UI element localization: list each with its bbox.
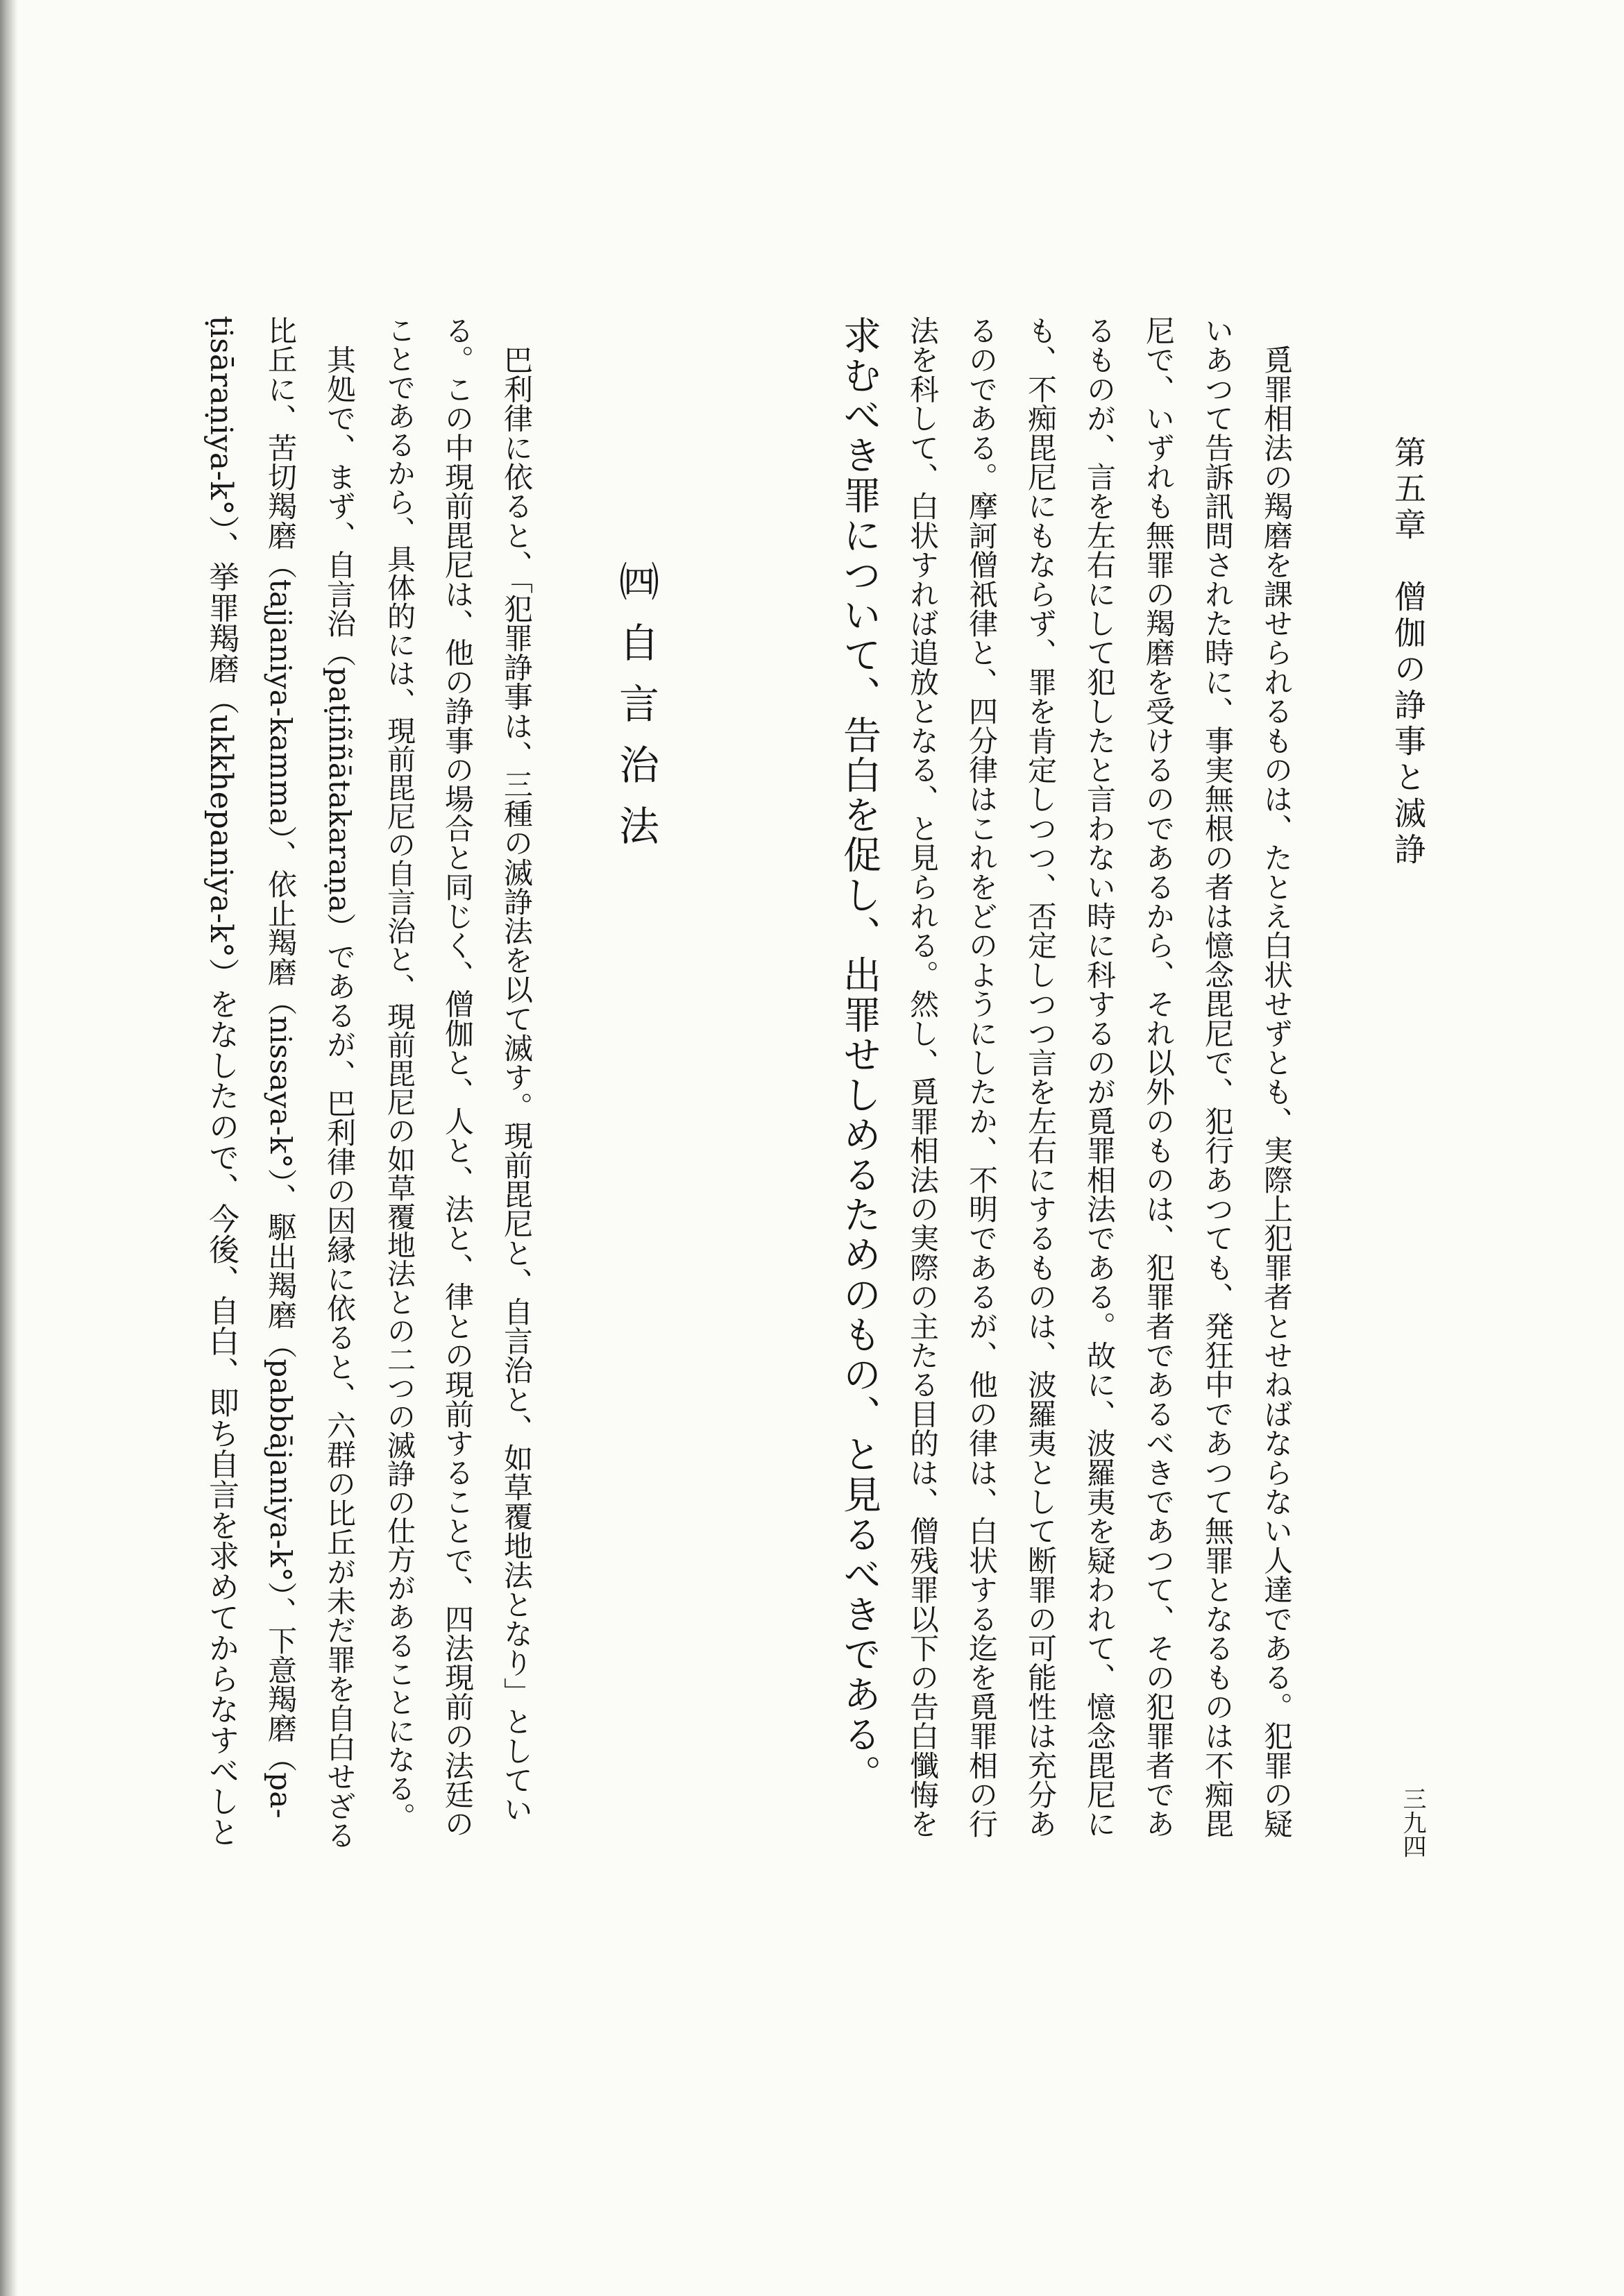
body-column: ṭisāraṇiya-k°）、挙罪羯磨（ukkhepaniya-k°）をなしたので、今後、自白、即ち自言を求めてからなすべしと bbox=[203, 316, 239, 1847]
body-column: も、不痴毘尼にもならず、罪を肯定しつつ、否定しつつ言を左右にするものは、波羅夷として断罪の可能性は充分あ bbox=[1024, 316, 1058, 1839]
section-title: 自言治法 bbox=[612, 622, 659, 866]
body-column: 法を科して、白状すれば追放となる、と見られる。然し、覓罪相法の実際の主たる目的は、僧残罪以下の告白懺悔を bbox=[906, 316, 940, 1839]
body-column: いあつて告訴訊問された時に、事実無根の者は憶念毘尼で、犯行あつても、発狂中であつて無罪となるものは不痴毘 bbox=[1201, 316, 1235, 1839]
body-column: 求むべき罪について、告白を促し、出罪せしめるためのもの、と見るべきである。 bbox=[837, 316, 881, 1795]
body-column: る。この中現前毘尼は、他の諍事の場合と同じく、僧伽と、人と、法と、律との現前することで、四法現前の法廷の bbox=[441, 316, 475, 1839]
body-column: 覓罪相法の羯磨を課せられるものは、たとえ白状せずとも、実際上犯罪者とせねばならない人達である。犯罪の疑 bbox=[1260, 316, 1294, 1839]
body-column: 其処で、まず、自言治（paṭiññātakaraṇa）であるが、巴利律の因縁に依ると、六群の比丘が未だ罪を自白せざる bbox=[323, 316, 357, 1850]
page-number: 三九四 bbox=[1398, 1787, 1426, 1859]
chapter-title: 第五章 僧伽の諍事と滅諍 bbox=[1389, 436, 1427, 869]
body-column: ことであるから、具体的には、現前毘尼の自言治と、現前毘尼の如草覆地法との二つの滅諍の仕方があることになる。 bbox=[382, 316, 416, 1831]
body-column: るのである。摩訶僧祇律と、四分律はこれをどのようにしたか、不明であるが、他の律は、白状する迄を覓罪相の行 bbox=[965, 316, 999, 1839]
body-column: 比丘に、苦切羯磨（tajjaniya-kamma）、依止羯磨（nissaya-k°）、駆出羯磨（pabbājaniya-k°）、下意羯磨（pa- bbox=[264, 316, 298, 1819]
section-heading bbox=[612, 561, 659, 866]
section-number: ㈣ bbox=[612, 561, 659, 622]
body-column: 巴利律に依ると、「犯罪諍事は、三種の滅諍法を以て滅す。現前毘尼と、自言治と、如草覆地法となり」としてい bbox=[500, 316, 534, 1824]
scan-edge-shadow bbox=[0, 0, 18, 2296]
body-column: 尼で、いずれも無罪の羯磨を受けるのであるから、それ以外のものは、犯罪者であるべきであつて、その犯罪者であ bbox=[1142, 316, 1176, 1839]
body-column: るものが、言を左右にして犯したと言わない時に科するのが覓罪相法である。故に、波羅夷を疑われて、憶念毘尼に bbox=[1083, 316, 1117, 1839]
